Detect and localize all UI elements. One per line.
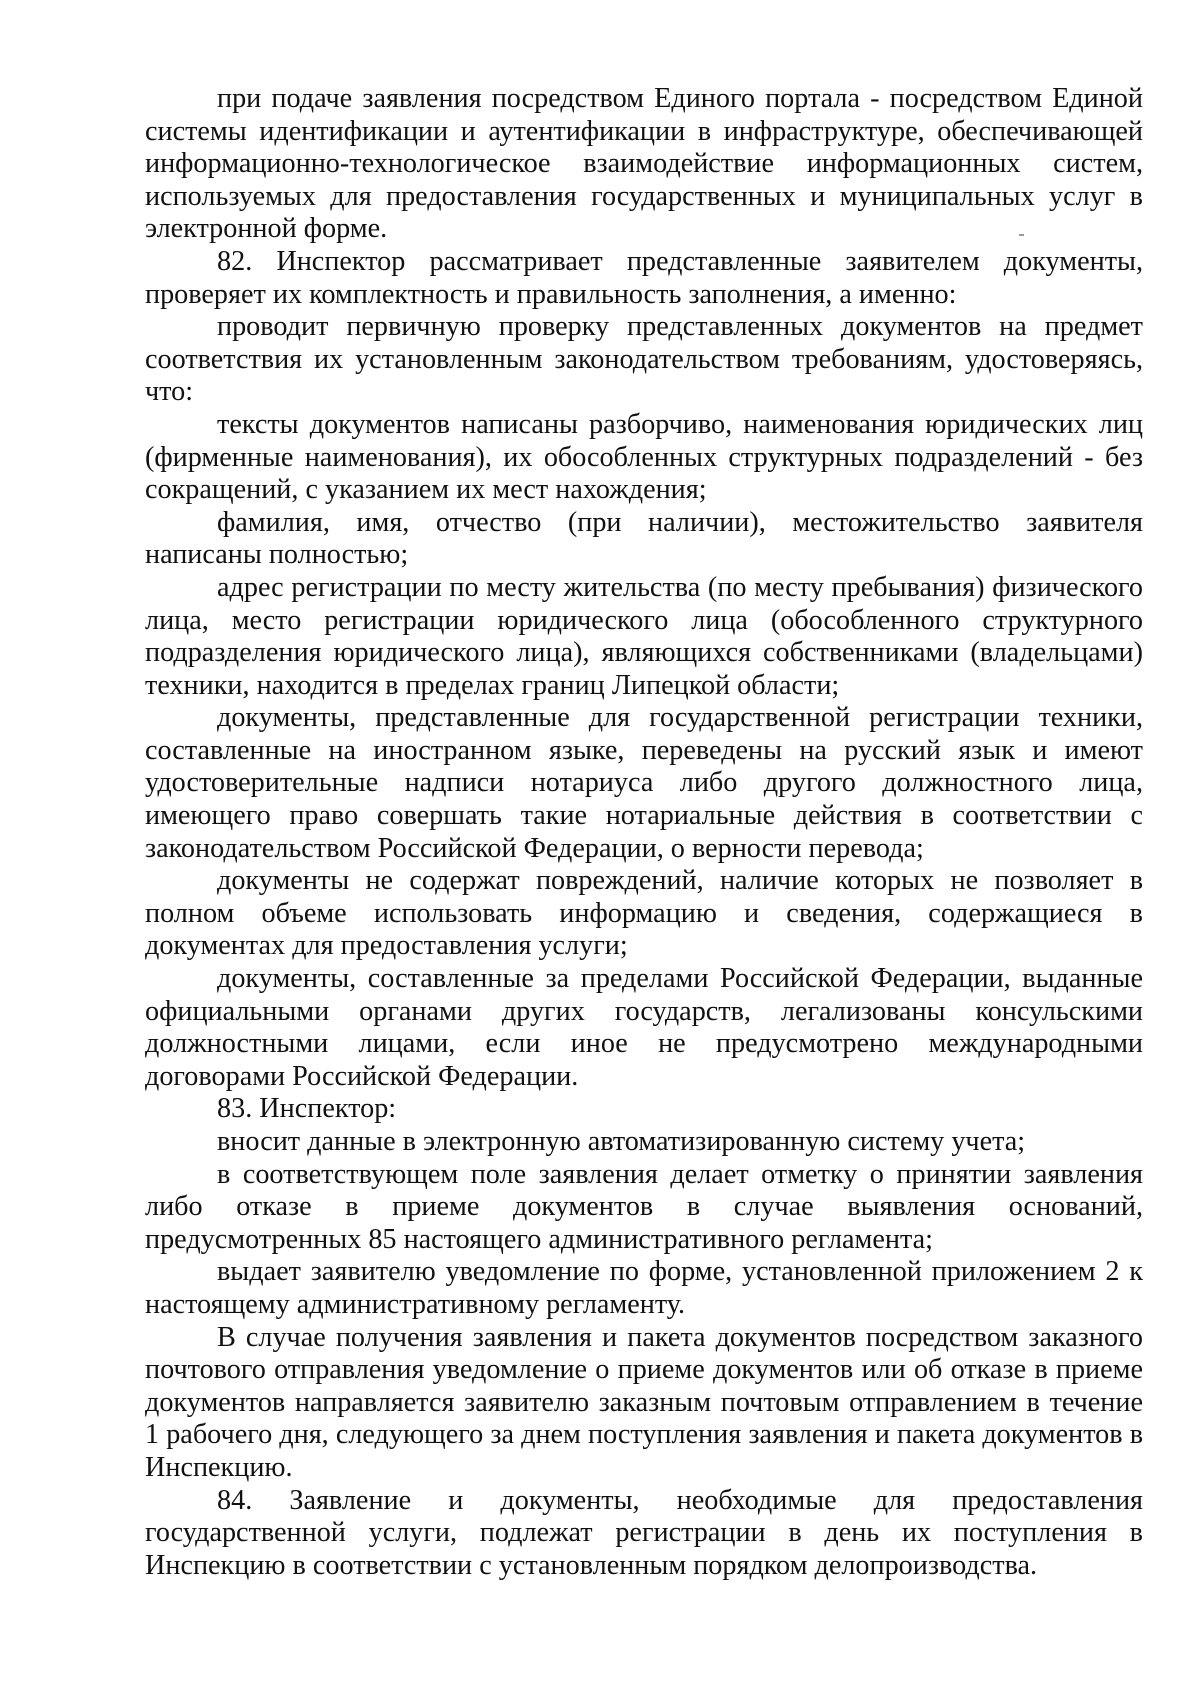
paragraph-issue-notice: выдает заявителю уведомление по форме, установленной приложением 2 к настоящему административному регламенту.	[145, 1256, 1143, 1320]
paragraph-enter-data: вносит данные в электронную автоматизированную систему учета;	[217, 1126, 1026, 1157]
paragraph-mark-acceptance: в соответствующем поле заявления делает отметку о принятии заявления либо отказе в приеме документов в случае выявления оснований, предусмотренных 85 настоящего административного регламента;	[145, 1158, 1143, 1255]
paragraph-legible-texts: тексты документов написаны разборчиво, наименования юридических лиц (фирменные наименования), их обособленных структурных подразделений - без сокращений, с указанием их мест нахождения;	[145, 408, 1143, 506]
paragraph-postal-delivery: В случае получения заявления и пакета документов посредством заказного почтового отправления уведомление о приеме документов или об отказе в приеме документов направляется заявителю заказным почтовым отправлением в течение 1 рабочего дня, следующего за днем поступления заявления и пакета документов в Инспекцию.	[145, 1321, 1143, 1483]
paragraph-84: 84. Заявление и документы, необходимые для предоставления государственной услуги, подлежат регистрации в день их поступления в Инспекцию в соответствии с установленным порядком делопроизводства.	[145, 1484, 1143, 1581]
paragraph-foreign-language: документы, представленные для государственной регистрации техники, составленные на иностранном языке, переведены на русский язык и имеют удостоверительные надписи нотариуса либо другого должностного лица, имеющего право совершать такие нотариальные действия в соответствии с законодательством Российской Федерации, о верности перевода;	[145, 702, 1143, 864]
paragraph-primary-check: проводит первичную проверку представленных документов на предмет соответствия их установленным законодательством требованиям, удостоверяясь, что:	[145, 311, 1143, 408]
paragraph-82: 82. Инспектор рассматривает представленные заявителем документы, проверяет их комплектность и правильность заполнения, а именно:	[145, 245, 1143, 310]
paragraph-full-name: фамилия, имя, отчество (при наличии), местожительство заявителя написаны полностью;	[145, 506, 1143, 571]
paragraph-registration-address: адрес регистрации по месту жительства (по месту пребывания) физического лица, место регистрации юридического лица (обособленного структурного подразделения юридического лица), являющихся собственниками (владельцами) техники, находится в пределах границ Липецкой области;	[145, 571, 1143, 701]
paragraph-submission-portal: при подаче заявления посредством Единого портала - посредством Единой системы идентификации и аутентификации в инфраструктуре, обеспечивающей информационно-технологическое взаимодействие информационных систем, используемых для предоставления государственных и муниципальных услуг в электронной форме.	[145, 83, 1143, 245]
scan-speck	[1019, 234, 1024, 236]
paragraph-no-damage: документы не содержат повреждений, наличие которых не позволяет в полном объеме использовать информацию и сведения, содержащиеся в документах для предоставления услуги;	[145, 865, 1143, 962]
document-body	[145, 83, 1143, 1582]
paragraph-legalization: документы, составленные за пределами Российской Федерации, выданные официальными органами других государств, легализованы консульскими должностными лицами, если иное не предусмотрено международными договорами Российской Федерации.	[145, 963, 1143, 1092]
paragraph-83: 83. Инспектор:	[217, 1093, 397, 1125]
